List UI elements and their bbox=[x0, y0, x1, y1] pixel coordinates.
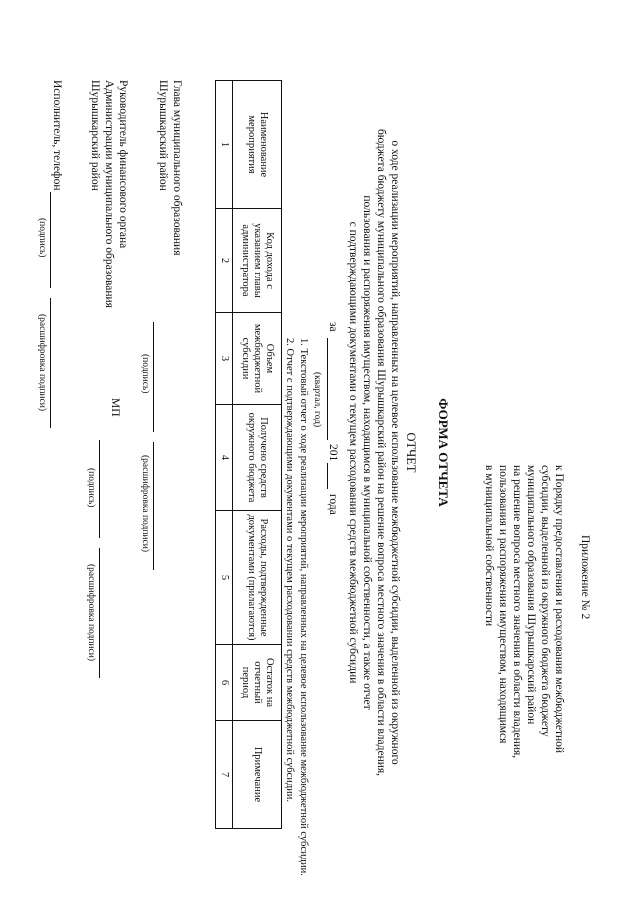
table-header-cell: Остаток на отчетный период bbox=[233, 645, 282, 721]
table-header-cell: Получено средств окружного бюджета bbox=[233, 405, 282, 511]
finance-signature-hint: (подпись) bbox=[86, 468, 96, 508]
head-signature-label bbox=[156, 80, 184, 256]
report-description bbox=[346, 0, 402, 905]
note-item: 2. Отчет с подтверждающими документами о текущем расходовании средств межбюджетной субсидии. bbox=[284, 338, 295, 803]
table-number-cell: 2 bbox=[216, 209, 233, 313]
table-header-cell: Примечание bbox=[233, 721, 282, 829]
finance-decode-hint: (расшифровка подписи) bbox=[86, 564, 96, 661]
table-header-cell: Код дохода с указанием главы администратора bbox=[233, 209, 282, 313]
table-number-cell: 3 bbox=[216, 313, 233, 405]
appendix-line: пользования и распоряжения имуществом, находящимся bbox=[497, 465, 509, 744]
executor-signature-field bbox=[50, 192, 51, 288]
period-year-line bbox=[327, 463, 328, 489]
finance-signature-line: Шурышкарский район bbox=[89, 80, 101, 191]
report-line: бюджета бюджету муниципального образования Шурышкарский район на решение вопроса местного значения в области владения, bbox=[375, 128, 387, 777]
appendix-line: на решение вопроса местного значения в области владения, bbox=[511, 465, 523, 759]
appendix-line: муниципального образования Шурышкарский район bbox=[525, 465, 537, 725]
table-header-cell: Наименование мероприятия bbox=[233, 81, 282, 209]
seal-mark: МП bbox=[109, 398, 121, 417]
executor-decode-hint: (расшифровка подписи) bbox=[37, 314, 47, 411]
executor-signature-hint: (подпись) bbox=[37, 218, 47, 258]
report-line: с подтверждающими документами о текущем расходовании средств межбюджетной субсидии bbox=[347, 221, 359, 684]
finance-decode-field bbox=[99, 548, 100, 678]
period-suffix: года bbox=[327, 494, 339, 515]
table-number-cell: 4 bbox=[216, 405, 233, 511]
table-number-cell: 7 bbox=[216, 721, 233, 829]
report-table bbox=[215, 80, 282, 829]
notes-block bbox=[282, 338, 310, 876]
finance-signature-field bbox=[99, 440, 100, 538]
table-number-cell: 6 bbox=[216, 645, 233, 721]
head-signature-line: Шурышкарский район bbox=[157, 80, 169, 191]
head-decode-hint: (расшифровка подписи) bbox=[140, 455, 150, 552]
appendix-line: субсидии, выделенной из окружного бюджета бюджету bbox=[539, 465, 551, 737]
table-header-cell: Объем межбюджетной субсидии bbox=[233, 313, 282, 405]
period-hint: (квартал, год) bbox=[312, 372, 322, 428]
report-line: о ходе реализации мероприятий, направленных на целевое использование межбюджетной субсидии, выделенной из окружного bbox=[389, 140, 401, 765]
table-number-cell: 5 bbox=[216, 511, 233, 645]
head-signature-field bbox=[153, 322, 154, 432]
finance-signature-label bbox=[88, 80, 130, 308]
table-number-row bbox=[216, 81, 233, 829]
report-heading: ОТЧЕТ bbox=[404, 432, 418, 473]
table-header-cell: Расходы, подтвержденные документами (прилагаются) bbox=[233, 511, 282, 645]
table-number-cell: 1 bbox=[216, 81, 233, 209]
executor-label: Исполнитель, телефон bbox=[51, 80, 63, 191]
appendix-title: Приложение № 2 bbox=[579, 535, 591, 620]
appendix-line: в муниципальной собственности bbox=[483, 465, 495, 627]
note-item: 1. Текстовый отчет о ходе реализации мероприятий, направленных на целевое использование межбюджетной субсидии. bbox=[298, 338, 309, 876]
form-title: ФОРМА ОТЧЕТА bbox=[436, 398, 451, 507]
period-quarter-line bbox=[327, 338, 328, 440]
finance-signature-line: Администрации муниципального образования bbox=[103, 80, 115, 308]
appendix-text bbox=[482, 465, 566, 758]
head-signature-line: Глава муниципального образования bbox=[171, 80, 183, 256]
executor-decode-field bbox=[50, 298, 51, 428]
table-header-row bbox=[233, 81, 282, 829]
period-year: 201 bbox=[327, 444, 339, 462]
period-prefix: за bbox=[327, 322, 339, 332]
finance-signature-line: Руководитель финансового органа bbox=[117, 80, 129, 249]
report-line: пользования и распоряжения имуществом, находящимся в муниципальной собственности, а также отчет bbox=[361, 195, 373, 710]
head-signature-hint: (подпись) bbox=[140, 354, 150, 394]
appendix-line: к Порядку предоставления и расходования межбюджетной bbox=[553, 465, 565, 754]
head-decode-field bbox=[153, 442, 154, 570]
